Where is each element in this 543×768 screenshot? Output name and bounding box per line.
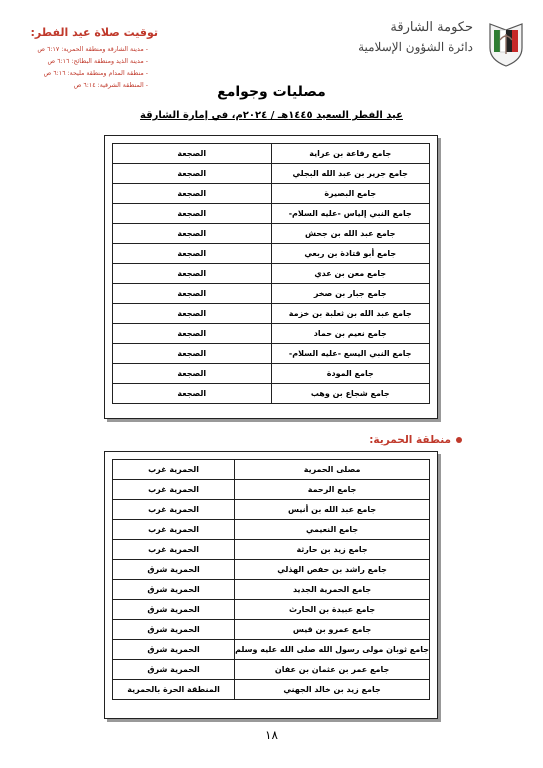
area-cell: الصجعة [113, 224, 272, 244]
table-row [113, 620, 430, 640]
mosque-name-cell: جامع المودة [271, 364, 430, 384]
table-row [113, 324, 430, 344]
prayer-time-title: توقيت صلاة عيد الفطر: [30, 26, 158, 39]
prayer-time-line: - مدينة الشارقة ومنطقة الحمرية: ٦:١٧ ص [37, 46, 148, 53]
area-cell: الحمرية شرق [113, 600, 235, 620]
mosque-name-cell: جامع النبي إلياس -عليه السلام- [271, 204, 430, 224]
mosque-name-cell: جامع عبد الله بن ثعلبة بن خزمة [271, 304, 430, 324]
org-name-line1: حكومة الشارقة [390, 20, 473, 35]
area-cell: الصجعة [113, 164, 272, 184]
mosque-name-cell: جامع عمرو بن قيس [235, 620, 430, 640]
mosque-name-cell: جامع زيد بن حارثة [235, 540, 430, 560]
mosque-name-cell: جامع رفاعة بن عراية [271, 144, 430, 164]
table-row [113, 500, 430, 520]
table-row [113, 204, 430, 224]
table-row [113, 164, 430, 184]
mosque-name-cell: جامع نعيم بن حماد [271, 324, 430, 344]
area-cell: الحمرية غرب [113, 540, 235, 560]
table-row [113, 184, 430, 204]
mosque-name-cell: جامع عبد الله بن جحش [271, 224, 430, 244]
bullet-icon [456, 437, 462, 443]
sharjah-emblem-icon [486, 20, 526, 68]
mosque-name-cell: جامع جرير بن عبد الله البجلي [271, 164, 430, 184]
section-heading-hamriyah: منطقة الحمرية: [369, 434, 451, 446]
mosque-name-cell: جامع النبي اليسع -عليه السلام- [271, 344, 430, 364]
mosque-name-cell: جامع الحمرية الجديد [235, 580, 430, 600]
mosque-name-cell: جامع ثوبان مولى رسول الله صلى الله عليه وسلم [235, 640, 430, 660]
area-cell: الحمرية شرق [113, 660, 235, 680]
area-cell: الحمرية غرب [113, 480, 235, 500]
area-cell: الصجعة [113, 344, 272, 364]
table-row [113, 520, 430, 540]
table-row [113, 560, 430, 580]
org-name-line2: دائرة الشؤون الإسلامية [358, 40, 473, 54]
prayer-time-line: - منطقة المدام ومنطقة مليحة: ٦:١٦ ص [43, 70, 148, 77]
prayer-time-line: - مدينة الذيد ومنطقة البطائح: ٦:١٦ ص [47, 58, 148, 65]
area-cell: الصجعة [113, 384, 272, 404]
mosque-name-cell: جامع عبد الله بن أنيس [235, 500, 430, 520]
area-cell: الصجعة [113, 304, 272, 324]
table-row [113, 284, 430, 304]
table-row [113, 600, 430, 620]
area-cell: المنطقة الحرة بالحمرية [113, 680, 235, 700]
mosques-table-sajaa [112, 143, 430, 404]
table-row [113, 540, 430, 560]
table-row [113, 364, 430, 384]
area-cell: الصجعة [113, 284, 272, 304]
mosque-name-cell: جامع جبار بن صخر [271, 284, 430, 304]
table-row [113, 384, 430, 404]
area-cell: الصجعة [113, 324, 272, 344]
table-row [113, 580, 430, 600]
area-cell: الحمرية شرق [113, 640, 235, 660]
area-cell: الصجعة [113, 144, 272, 164]
table-row [113, 460, 430, 480]
table-row [113, 144, 430, 164]
table-row [113, 660, 430, 680]
area-cell: الحمرية شرق [113, 580, 235, 600]
mosques-table-hamriyah [112, 459, 430, 700]
mosque-name-cell: جامع النعيمي [235, 520, 430, 540]
area-cell: الحمرية شرق [113, 620, 235, 640]
area-cell: الحمرية غرب [113, 460, 235, 480]
mosque-name-cell: جامع راشد بن حفص الهذلي [235, 560, 430, 580]
page-subtitle: عيد الفطر السعيد ١٤٤٥هـ / ٢٠٢٤م، في إمارة الشارقة [140, 110, 403, 121]
area-cell: الحمرية غرب [113, 520, 235, 540]
area-cell: الصجعة [113, 364, 272, 384]
mosque-name-cell: جامع الرحمة [235, 480, 430, 500]
area-cell: الحمرية غرب [113, 500, 235, 520]
page-title: مصليات وجوامع [217, 84, 326, 100]
table-row [113, 244, 430, 264]
mosque-name-cell: جامع زيد بن خالد الجهني [235, 680, 430, 700]
mosque-name-cell: جامع البصيرة [271, 184, 430, 204]
area-cell: الصجعة [113, 244, 272, 264]
prayer-time-line: - المنطقة الشرقية: ٦:١٤ ص [73, 82, 148, 89]
table-row [113, 640, 430, 660]
mosque-name-cell: جامع عمر بن عثمان بن عفان [235, 660, 430, 680]
table-row [113, 224, 430, 244]
area-cell: الحمرية شرق [113, 560, 235, 580]
table-row [113, 304, 430, 324]
table-row [113, 680, 430, 700]
mosque-name-cell: جامع عبيدة بن الحارث [235, 600, 430, 620]
table-row [113, 480, 430, 500]
mosque-name-cell: مصلى الحمرية [235, 460, 430, 480]
mosque-name-cell: جامع شجاع بن وهب [271, 384, 430, 404]
table-row [113, 344, 430, 364]
area-cell: الصجعة [113, 184, 272, 204]
table-row [113, 264, 430, 284]
area-cell: الصجعة [113, 264, 272, 284]
area-cell: الصجعة [113, 204, 272, 224]
mosque-name-cell: جامع أبو قتادة بن ربعي [271, 244, 430, 264]
mosque-name-cell: جامع معن بن عدي [271, 264, 430, 284]
page-number: ١٨ [265, 728, 278, 742]
